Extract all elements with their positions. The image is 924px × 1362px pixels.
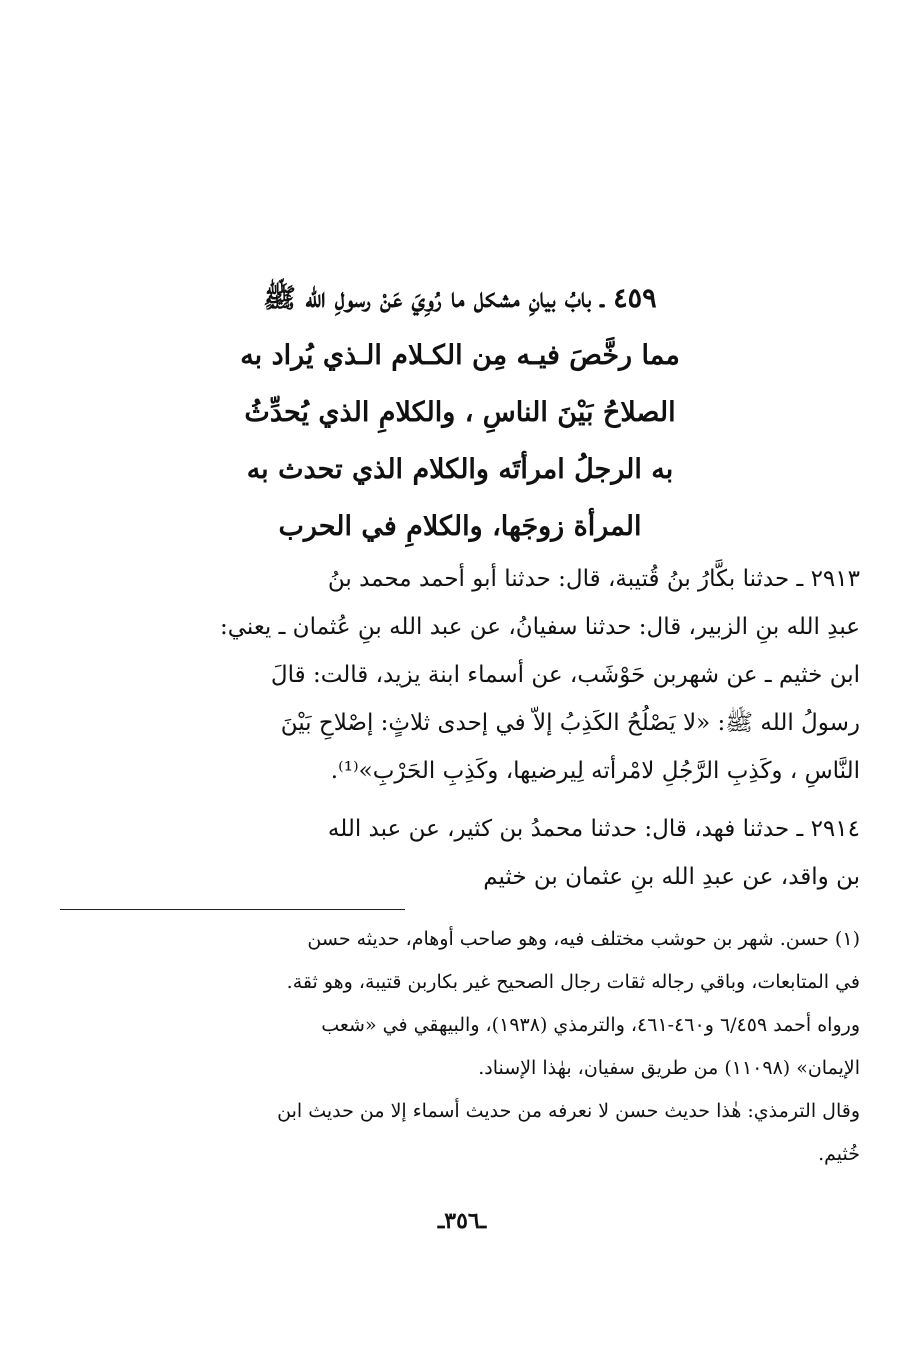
hadith-line: ٢٩١٤ ـ حدثنا فهد، قال: حدثنا محمدُ بن كثير، عن عبد الله <box>327 816 860 842</box>
chapter-heading-line: ٤٥٩ ـ بابُ بيانِ مشكل ما رُوِيَ عَنْ رسولِ الله ﷺ <box>263 283 657 314</box>
hadith-2914 <box>60 805 860 901</box>
chapter-heading-line: به الرجلُ امرأتَه والكلام الذي تحدث به <box>246 454 674 485</box>
footnote-divider <box>60 909 405 910</box>
hadith-line: رسولُ الله ﷺ: «لا يَصْلُحُ الكَذِبُ إلاّ في إحدى ثلاثٍ: إصْلاحِ بَيْنَ <box>280 710 860 736</box>
hadith-line: النَّاسِ ، وكَذِبِ الرَّجُلِ لامْرأته لِيرضيها، وكَذِبِ الحَرْبِ»⁽¹⁾. <box>330 758 860 784</box>
footnotes <box>60 918 860 1176</box>
hadith-2913 <box>60 555 860 795</box>
book-page <box>60 270 860 1176</box>
footnote-line: الإيمان» (١١٠٩٨) من طريق سفيان، بهٰذا الإسناد. <box>478 1057 860 1079</box>
footnote-line: وقال الترمذي: هٰذا حديث حسن لا نعرفه من حديث أسماء إلا من حديث ابن <box>277 1100 860 1122</box>
footnote-line: في المتابعات، وباقي رجاله ثقات رجال الصحيح غير بكاربن قتيبة، وهو ثقة. <box>286 971 860 993</box>
hadith-line: عبدِ الله بنِ الزبير، قال: حدثنا سفيانُ، عن عبد الله بنِ عُثمان ـ يعني: <box>219 614 860 640</box>
chapter-heading-line: مما رخَّصَ فيـه مِن الكـلام الـذي يُراد به <box>240 340 680 371</box>
chapter-heading-line: الصلاحُ بَيْنَ الناسِ ، والكلامِ الذي يُحدِّثُ <box>244 397 676 428</box>
chapter-heading <box>60 270 860 555</box>
hadith-line: ٢٩١٣ ـ حدثنا بكَّارُ بنُ قُتيبة، قال: حدثنا أبو أحمد محمد بنُ <box>327 566 860 592</box>
page-number: ـ٣٥٦ـ <box>437 1208 487 1234</box>
footnote-line: ورواه أحمد ٦/٤٥٩ و٤٦٠-٤٦١، والترمذي (١٩٣٨)، والبيهقي في «شعب <box>321 1014 860 1036</box>
hadith-line: بن واقد، عن عبدِ الله بنِ عثمان بن خثيم <box>483 864 860 890</box>
chapter-heading-line: المرأة زوجَها، والكلامِ في الحرب <box>278 511 642 542</box>
hadith-line: ابن خثيم ـ عن شهربن حَوْشَب، عن أسماء ابنة يزيد، قالت: قالَ <box>270 662 860 688</box>
footnote-line: خُثيم. <box>818 1143 860 1165</box>
footnote-line: (١) حسن. شهر بن حوشب مختلف فيه، وهو صاحب أوهام، حديثه حسن <box>307 928 860 950</box>
